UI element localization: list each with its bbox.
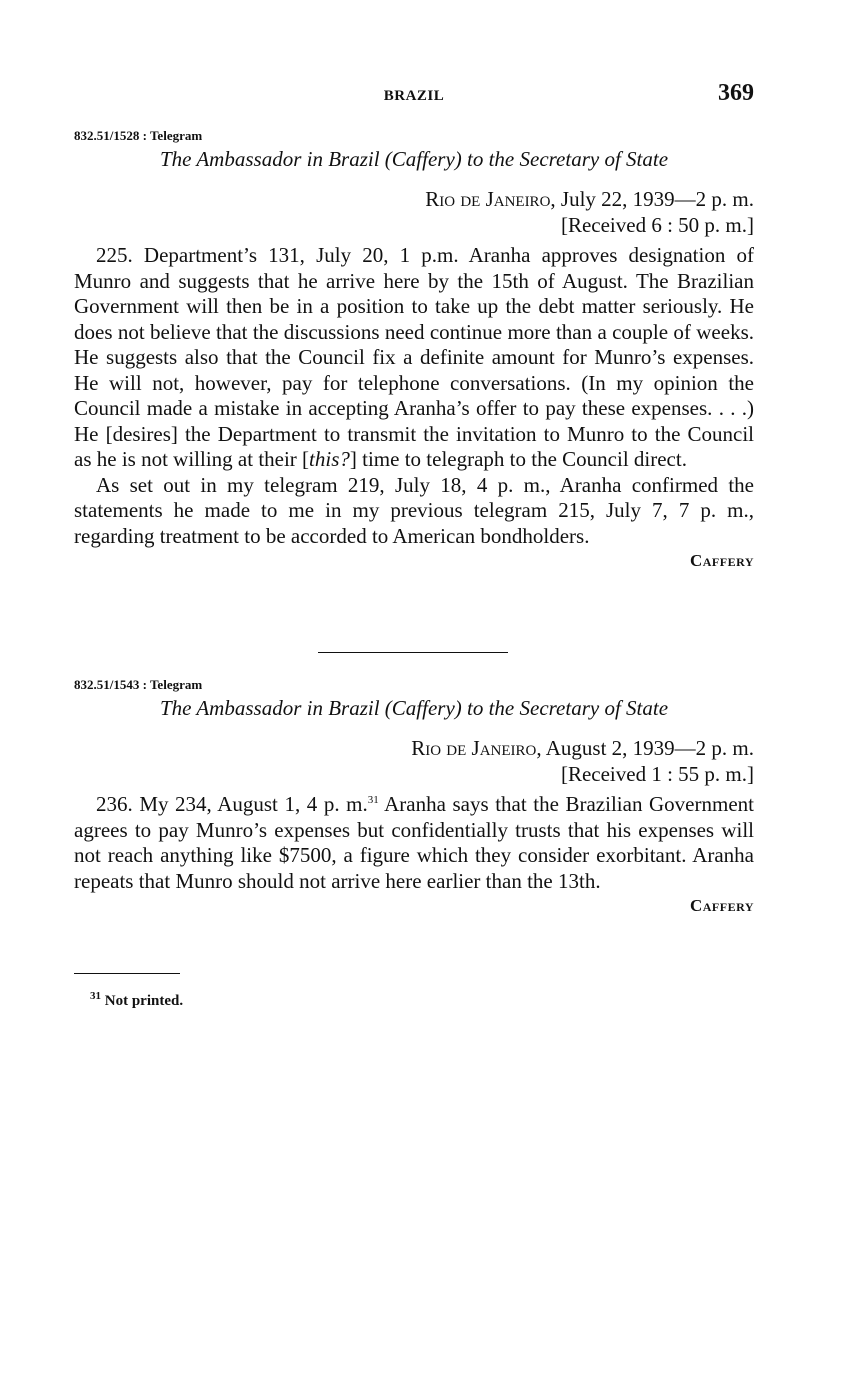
footnote-text: Not printed.: [101, 993, 184, 1009]
dateline: [74, 735, 754, 787]
place: Rio de Janeiro: [425, 187, 551, 211]
footnote-ref: 31: [367, 794, 379, 806]
section-divider: [318, 652, 508, 653]
document-title: The Ambassador in Brazil (Caffery) to the Secretary of State: [159, 147, 669, 171]
footnote-number: 31: [90, 990, 101, 1002]
paragraph: 225. Department’s 131, July 20, 1 p.m. Aranha approves designation of Munro and suggests that he arrive here by the 15th of August. The Brazilian Government will then be in a position to take up the debt matter seriously. He does not believe that the discussions need continue more than a couple of weeks. He suggests also that the Council fix a definite amount for Munro’s expenses. He will not, however, pay for telephone conversations. (In my opinion the Council made a mistake in accepting Aranha’s offer to pay these expenses. . . .) He [desires] the Department to transmit the invitation to Munro to the Council as he is not willing at their [this?] time to telegraph to the Council direct.: [74, 243, 754, 471]
running-head: BRAZIL: [383, 88, 445, 104]
file-reference: 832.51/1528 : Telegram: [74, 128, 203, 143]
footnote-rule: [74, 973, 180, 974]
received-note: [Received 1 : 55 p. m.]: [560, 762, 754, 786]
signature: Caffery: [689, 896, 754, 915]
page-number: 369: [718, 80, 754, 106]
document-title: The Ambassador in Brazil (Caffery) to the Secretary of State: [159, 696, 669, 720]
page-header: [74, 80, 754, 110]
place: Rio de Janeiro: [411, 736, 537, 760]
paragraph: As set out in my telegram 219, July 18, 4 p. m., Aranha confirmed the statements he made to me in my previous telegram 215, July 7, 7 p. m., regarding treatment to be accorded to American bondholders.: [74, 472, 754, 548]
date: , July 22, 1939—2 p. m.: [550, 187, 754, 211]
telegram-1: [74, 128, 754, 571]
paragraph: 236. My 234, August 1, 4 p. m.$^{31}$ Aranha says that the Brazilian Government agrees to pay Munro’s expenses but confidentially trusts that his expenses will not reach anything like $7500, a figure which they consider exorbitant. Aranha repeats that Munro should not arrive here earlier than the 13th.: [74, 792, 754, 893]
telegram-body: [74, 792, 754, 894]
telegram-body: [74, 243, 754, 549]
received-note: [Received 6 : 50 p. m.]: [560, 213, 754, 237]
telegram-2: [74, 677, 754, 916]
dateline: [74, 186, 754, 238]
file-reference: 832.51/1543 : Telegram: [74, 677, 203, 692]
footnote: [90, 990, 184, 1010]
date: , August 2, 1939—2 p. m.: [536, 736, 754, 760]
signature: Caffery: [689, 551, 754, 570]
